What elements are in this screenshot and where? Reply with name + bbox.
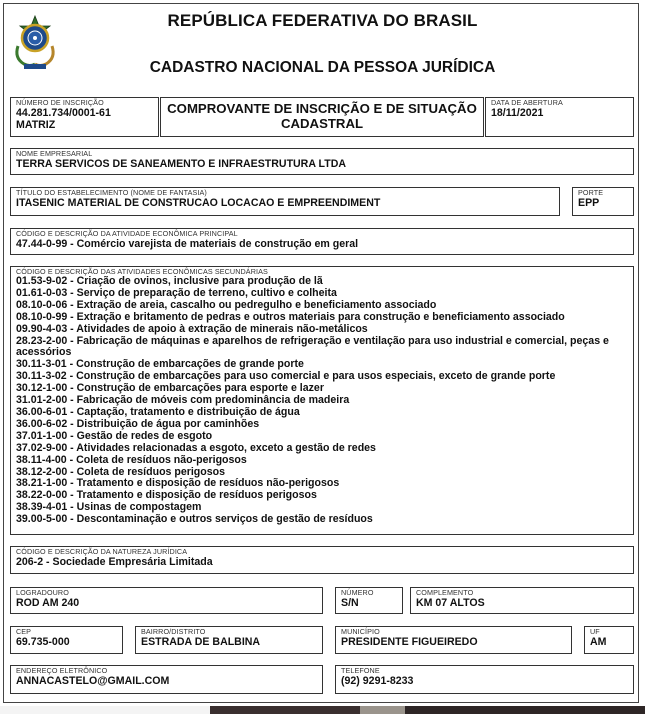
cep-box bbox=[10, 626, 123, 654]
natureza-juridica-value: 206-2 - Sociedade Empresária Limitada bbox=[16, 556, 213, 568]
logradouro-label: LOGRADOURO bbox=[16, 588, 69, 597]
comprovante-title bbox=[161, 101, 483, 131]
atividade-secundaria-item: 01.61-0-03 - Serviço de preparação de terreno, cultivo e colheita bbox=[16, 286, 337, 299]
municipio-box bbox=[335, 626, 572, 654]
atividade-secundaria-item: 08.10-0-99 - Extração e britamento de pedras e outros materiais para construção e beneficiamento associado bbox=[16, 310, 565, 323]
comprovante-line1: COMPROVANTE DE INSCRIÇÃO E DE SITUAÇÃO bbox=[167, 101, 477, 116]
nome-empresarial-box bbox=[10, 148, 634, 175]
natureza-juridica-label: CÓDIGO E DESCRIÇÃO DA NATUREZA JURÍDICA bbox=[16, 547, 188, 556]
bairro-box bbox=[135, 626, 323, 654]
atividade-secundaria-item: 09.90-4-03 - Atividades de apoio à extração de minerais não-metálicos bbox=[16, 322, 368, 335]
municipio-label: MUNICÍPIO bbox=[341, 627, 380, 636]
atividade-secundaria-item: 30.11-3-01 - Construção de embarcações de grande porte bbox=[16, 358, 304, 371]
atividade-secundaria-item: 36.00-6-02 - Distribuição de água por caminhões bbox=[16, 417, 260, 430]
numero-label: NÚMERO bbox=[341, 588, 374, 597]
atividade-principal-box bbox=[10, 228, 634, 255]
uf-label: UF bbox=[590, 627, 600, 636]
atividades-secundarias-box bbox=[10, 266, 634, 535]
bairro-value: ESTRADA DE BALBINA bbox=[141, 636, 261, 648]
logradouro-value: ROD AM 240 bbox=[16, 597, 80, 609]
atividade-secundaria-item: 30.11-3-02 - Construção de embarcações para uso comercial e para usos especiais, exceto de grande porte bbox=[16, 370, 556, 383]
telefone-box bbox=[335, 665, 634, 694]
fantasia-value: ITASENIC MATERIAL DE CONSTRUCAO LOCACAO E EMPREENDIMENT bbox=[16, 197, 381, 209]
email-box bbox=[10, 665, 323, 694]
atividade-secundaria-item: 08.10-0-06 - Extração de areia, cascalho ou pedregulho e beneficiamento associado bbox=[16, 298, 437, 311]
complemento-value: KM 07 ALTOS bbox=[416, 597, 485, 609]
natureza-juridica-box bbox=[10, 546, 634, 574]
email-label: ENDEREÇO ELETRÔNICO bbox=[16, 666, 108, 675]
porte-label: PORTE bbox=[578, 188, 604, 197]
abertura-label: DATA DE ABERTURA bbox=[491, 98, 563, 107]
atividades-secundarias-label: CÓDIGO E DESCRIÇÃO DAS ATIVIDADES ECONÔMICAS SECUNDÁRIAS bbox=[16, 267, 268, 276]
atividade-secundaria-item: 38.22-0-00 - Tratamento e disposição de resíduos perigosos bbox=[16, 489, 317, 502]
cep-label: CEP bbox=[16, 627, 32, 636]
inscricao-box bbox=[10, 97, 159, 137]
inscricao-label: NÚMERO DE INSCRIÇÃO bbox=[16, 98, 104, 107]
porte-box bbox=[572, 187, 634, 216]
atividade-secundaria-item: 37.02-9-00 - Atividades relacionadas a esgoto, exceto a gestão de redes bbox=[16, 441, 376, 454]
telefone-label: TELEFONE bbox=[341, 666, 380, 675]
numero-value: S/N bbox=[341, 597, 359, 609]
abertura-box bbox=[485, 97, 634, 137]
atividades-secundarias-list bbox=[16, 276, 627, 526]
inscricao-number: 44.281.734/0001-61 bbox=[16, 107, 111, 119]
atividade-secundaria-item: 36.00-6-01 - Captação, tratamento e distribuição de água bbox=[16, 405, 300, 418]
atividade-secundaria-item: 30.12-1-00 - Construção de embarcações para esporte e lazer bbox=[16, 382, 324, 395]
atividade-secundaria-item: 39.00-5-00 - Descontaminação e outros serviços de gestão de resíduos bbox=[16, 513, 373, 526]
complemento-label: COMPLEMENTO bbox=[416, 588, 474, 597]
telefone-value: (92) 9291-8233 bbox=[341, 675, 414, 687]
municipio-value: PRESIDENTE FIGUEIREDO bbox=[341, 636, 478, 648]
abertura-value: 18/11/2021 bbox=[491, 107, 544, 119]
bottom-strip bbox=[0, 706, 645, 714]
atividade-secundaria-item: 01.53-9-02 - Criação de ovinos, inclusive para produção de lã bbox=[16, 275, 323, 287]
header-title: REPÚBLICA FEDERATIVA DO BRASIL bbox=[167, 11, 478, 30]
atividade-principal-label: CÓDIGO E DESCRIÇÃO DA ATIVIDADE ECONÔMICA PRINCIPAL bbox=[16, 229, 238, 238]
atividade-secundaria-item: 37.01-1-00 - Gestão de redes de esgoto bbox=[16, 429, 213, 442]
uf-box bbox=[584, 626, 634, 654]
fantasia-box bbox=[10, 187, 560, 216]
uf-value: AM bbox=[590, 636, 607, 648]
logradouro-box bbox=[10, 587, 323, 614]
comprovante-line2: CADASTRAL bbox=[280, 116, 364, 131]
nome-empresarial-label: NOME EMPRESARIAL bbox=[16, 149, 93, 158]
porte-value: EPP bbox=[578, 197, 600, 209]
atividade-secundaria-item: 38.11-4-00 - Coleta de resíduos não-perigosos bbox=[16, 453, 247, 466]
nome-empresarial-value: TERRA SERVICOS DE SANEAMENTO E INFRAESTRUTURA LTDA bbox=[16, 158, 346, 170]
atividade-secundaria-item: 28.23-2-00 - Fabricação de máquinas e aparelhos de refrigeração e ventilação para uso industrial e comercial, peças e acessórios bbox=[16, 334, 609, 359]
cep-value: 69.735-000 bbox=[16, 636, 70, 648]
comprovante-box bbox=[160, 97, 484, 137]
atividade-secundaria-item: 31.01-2-00 - Fabricação de móveis com predominância de madeira bbox=[16, 394, 350, 407]
complemento-box bbox=[410, 587, 634, 614]
atividade-principal-value: 47.44-0-99 - Comércio varejista de materiais de construção em geral bbox=[16, 238, 359, 250]
bairro-label: BAIRRO/DISTRITO bbox=[141, 627, 206, 636]
atividade-secundaria-item: 38.12-2-00 - Coleta de resíduos perigosos bbox=[16, 465, 226, 478]
fantasia-label: TÍTULO DO ESTABELECIMENTO (NOME DE FANTASIA) bbox=[16, 188, 207, 197]
atividade-secundaria-item: 38.21-1-00 - Tratamento e disposição de resíduos não-perigosos bbox=[16, 477, 340, 490]
numero-box bbox=[335, 587, 403, 614]
inscricao-type: MATRIZ bbox=[16, 119, 56, 131]
header-subtitle: CADASTRO NACIONAL DA PESSOA JURÍDICA bbox=[149, 59, 496, 76]
email-value: ANNACASTELO@GMAIL.COM bbox=[16, 675, 170, 687]
atividade-secundaria-item: 38.39-4-01 - Usinas de compostagem bbox=[16, 501, 202, 514]
